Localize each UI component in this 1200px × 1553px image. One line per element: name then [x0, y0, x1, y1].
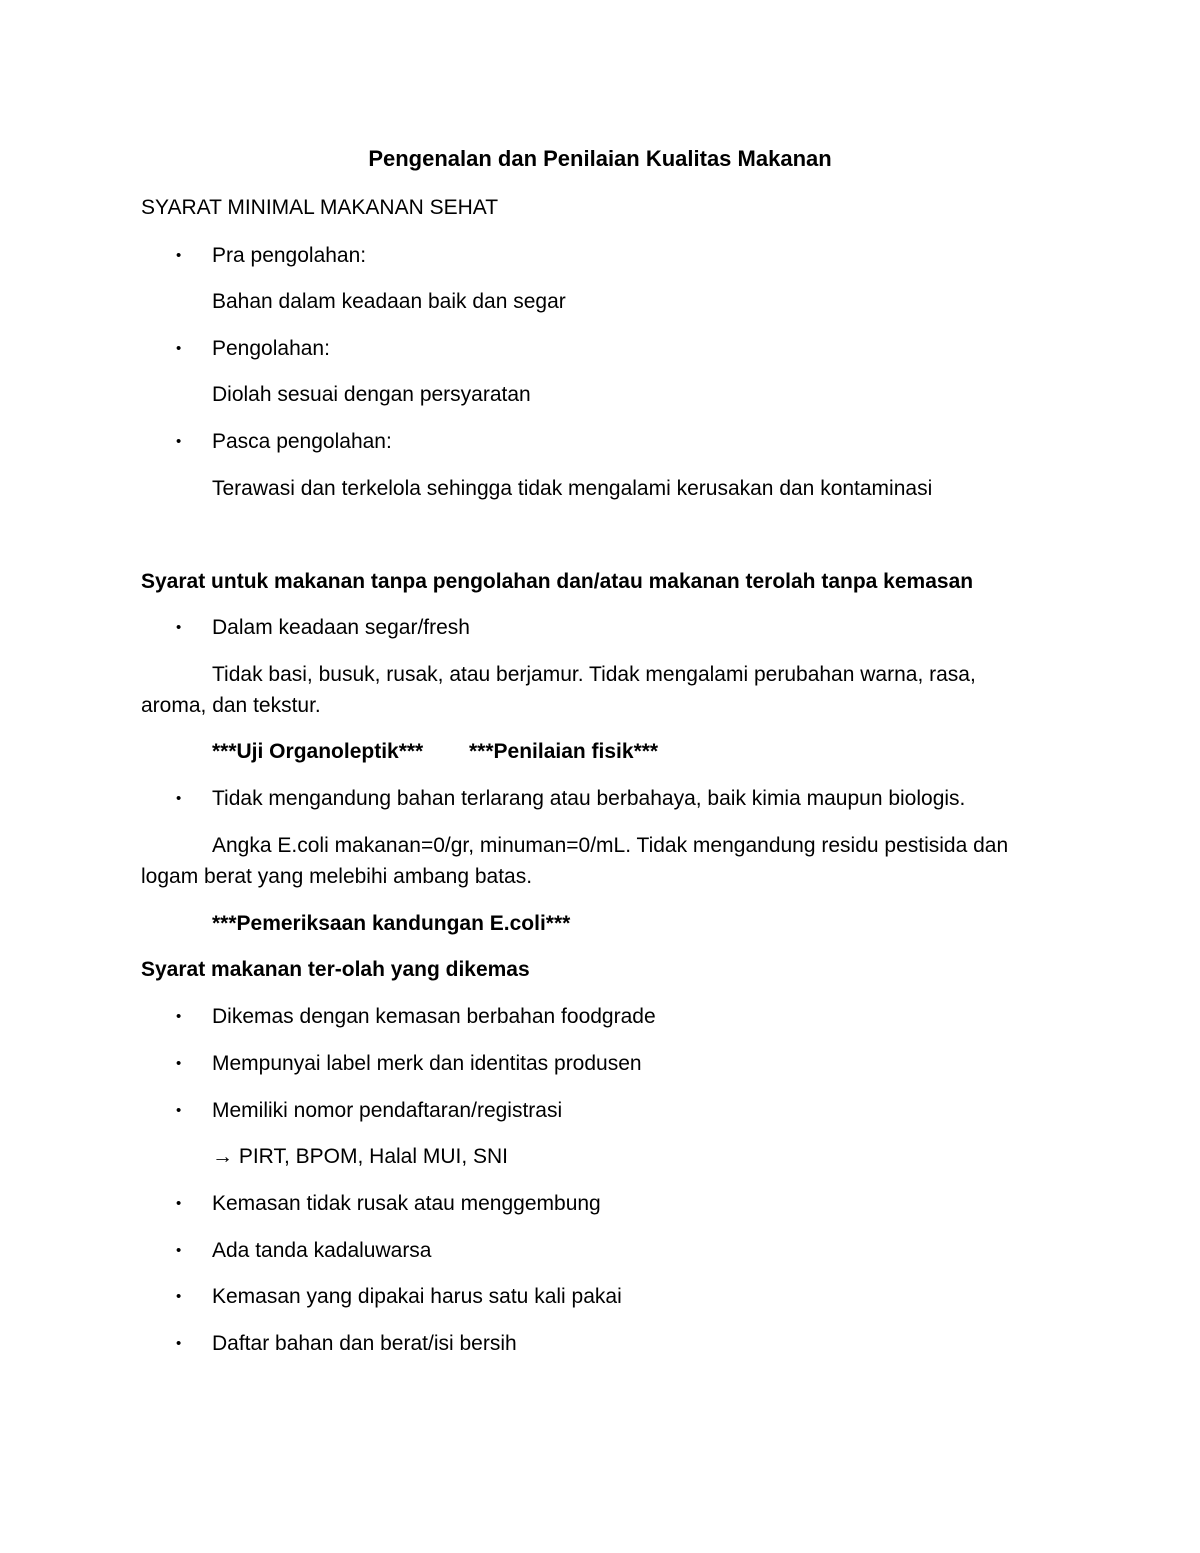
note-organoleptic: ***Uji Organoleptik***: [212, 740, 424, 763]
bullet-icon: •: [176, 1335, 182, 1352]
arrow-right-icon: →: [212, 1145, 233, 1168]
document-page: Pengenalan dan Penilaian Kualitas Makanan SYARAT MINIMAL MAKANAN SEHAT • Pra pengolahan: Bahan dalam keadaan baik dan segar • Pengolahan: Diolah sesuai dengan persyaratan • Pasca pengolahan: Terawasi dan terkelola sehingga tidak mengalami kerusakan dan kontaminasi Syarat untuk makanan tanpa pengolahan dan/atau makanan terolah tanpa kemasan • Dalam keadaan segar/fresh Tidak basi, busuk, rusak, atau berjamur. Tidak mengalami perubahan warna, rasa, aroma, dan tekstur. ***Uji Organoleptik*** ***Penilaian fisik*** • Tidak mengandung bahan terlarang atau berbahaya, baik kimia maupun biologis. Angka E.coli makanan=0/gr, minuman=0/mL. Tidak mengandung residu pestisida dan logam berat yang melebihi ambang batas. ***Pemeriksaan kandungan E.coli*** Syarat makanan ter-olah yang dikemas • Dikemas dengan kemasan berbahan foodgrade • Mempunyai label merk dan identitas produsen • Memiliki nomor pendaftaran/registrasi → PIRT, BPOM, Halal MUI, SNI • Kemasan tidak rusak atau menggembung • Ada tanda kadaluwarsa • Kemasan yang dipakai harus satu kali pakai • Daftar bahan dan berat/isi bersih: [0, 0, 1200, 1553]
bullet-icon: •: [176, 790, 182, 807]
bullet-icon: •: [176, 1288, 182, 1305]
bullet-icon: •: [176, 433, 182, 450]
bullet-icon: •: [176, 1008, 182, 1025]
bullet-icon: •: [176, 1055, 182, 1072]
bullet-icon: •: [176, 1195, 182, 1212]
bullet-icon: •: [176, 1242, 182, 1259]
bullet-icon: •: [176, 340, 182, 357]
bullet-icon: •: [176, 1102, 182, 1119]
note-ecoli: ***Pemeriksaan kandungan E.coli***: [212, 912, 571, 935]
bullet-icon: •: [176, 247, 182, 264]
note-physical: ***Penilaian fisik***: [469, 740, 659, 763]
page-title: Pengenalan dan Penilaian Kualitas Makanan: [368, 146, 832, 171]
bullet-icon: •: [176, 619, 182, 636]
